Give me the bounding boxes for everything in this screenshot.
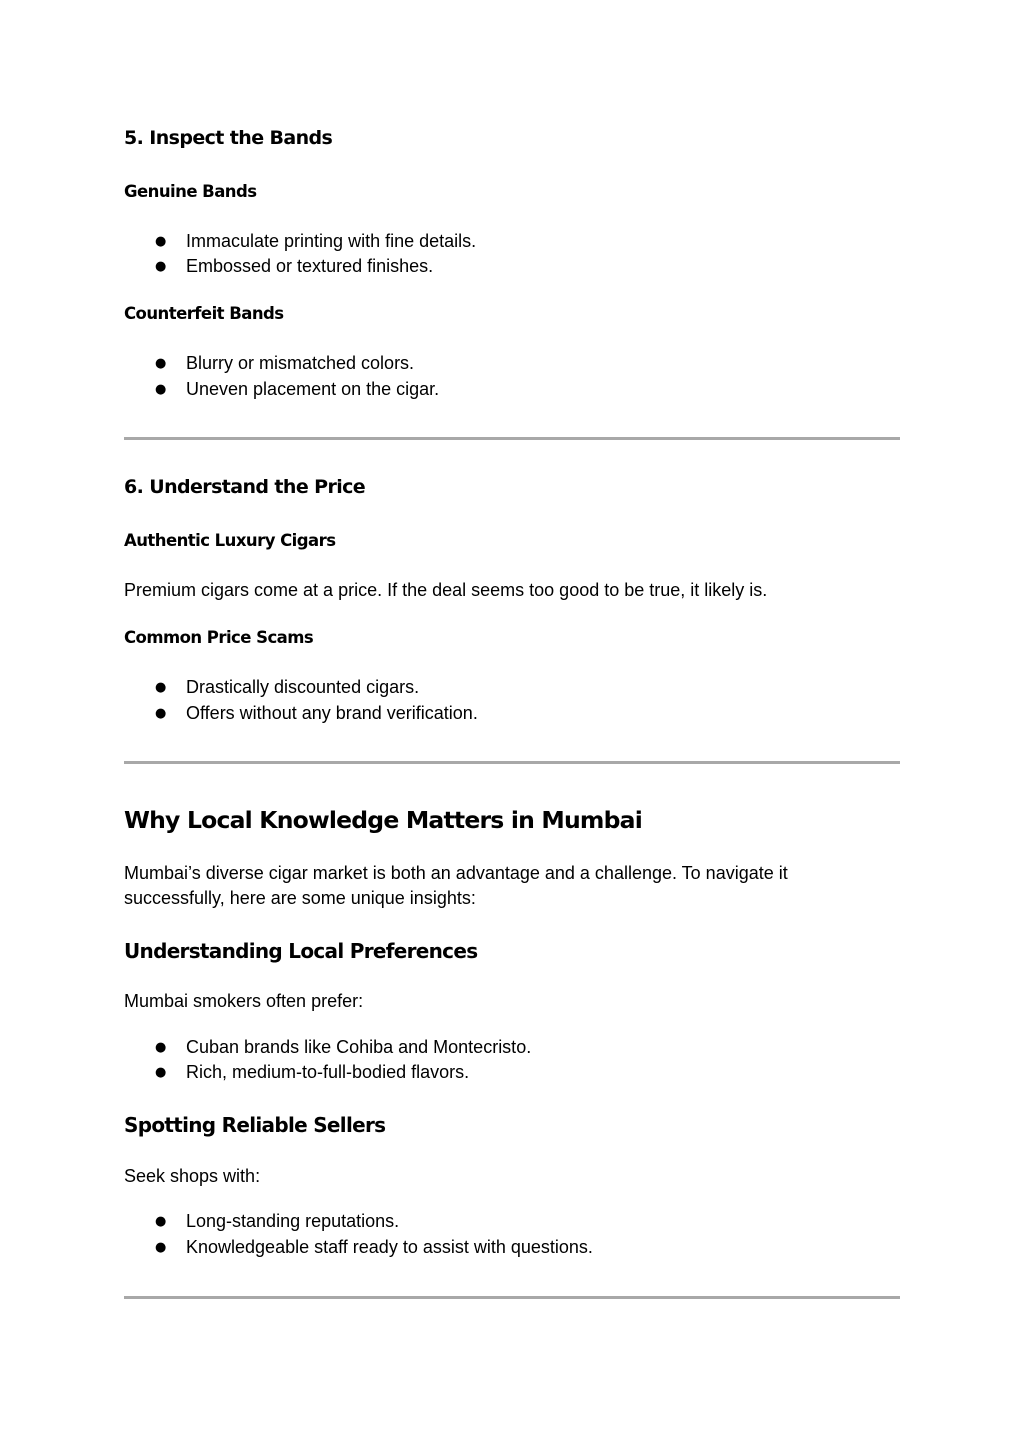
list-item-text: Drastically discounted cigars. <box>186 677 420 697</box>
list-item-text: Cuban brands like Cohiba and Montecristo. <box>186 1037 532 1057</box>
list-item-text: Long-standing reputations. <box>186 1211 400 1231</box>
horizontal-divider <box>124 761 900 764</box>
horizontal-divider <box>124 437 900 440</box>
local-preferences-heading: Understanding Local Preferences <box>124 939 478 963</box>
authentic-paragraph: Premium cigars come at a price. If the deal seems too good to be true, it likely is. <box>124 580 768 600</box>
bullet-icon: ● <box>155 259 167 274</box>
bullet-icon: ● <box>155 1040 167 1055</box>
section-5-heading: 5. Inspect the Bands <box>124 127 333 149</box>
bullet-icon: ● <box>155 382 167 397</box>
bullet-icon: ● <box>155 1214 167 1229</box>
bullet-icon: ● <box>155 234 167 249</box>
genuine-bands-heading: Genuine Bands <box>124 182 257 201</box>
section-6-heading: 6. Understand the Price <box>124 476 366 498</box>
local-intro-line-1: Mumbai’s diverse cigar market is both an advantage and a challenge. To navigate it <box>124 863 788 883</box>
bullet-icon: ● <box>155 356 167 371</box>
authentic-luxury-cigars-heading: Authentic Luxury Cigars <box>124 531 336 550</box>
list-item-text: Blurry or mismatched colors. <box>186 353 415 373</box>
reliable-sellers-paragraph: Seek shops with: <box>124 1166 261 1186</box>
bullet-icon: ● <box>155 1065 167 1080</box>
bullet-icon: ● <box>155 1240 167 1255</box>
local-intro-line-2: successfully, here are some unique insights: <box>124 888 476 908</box>
bullet-icon: ● <box>155 706 167 721</box>
horizontal-divider <box>124 1296 900 1299</box>
common-price-scams-heading: Common Price Scams <box>124 628 314 647</box>
list-item-text: Rich, medium-to-full-bodied flavors. <box>186 1062 470 1082</box>
list-item-text: Immaculate printing with fine details. <box>186 231 477 251</box>
bullet-icon: ● <box>155 680 167 695</box>
reliable-sellers-heading: Spotting Reliable Sellers <box>124 1113 386 1137</box>
list-item-text: Uneven placement on the cigar. <box>186 379 440 399</box>
list-item-text: Knowledgeable staff ready to assist with questions. <box>186 1237 593 1257</box>
local-knowledge-heading: Why Local Knowledge Matters in Mumbai <box>124 806 642 834</box>
list-item-text: Offers without any brand verification. <box>186 703 478 723</box>
list-item-text: Embossed or textured finishes. <box>186 256 434 276</box>
local-preferences-paragraph: Mumbai smokers often prefer: <box>124 991 364 1011</box>
counterfeit-bands-heading: Counterfeit Bands <box>124 304 284 323</box>
